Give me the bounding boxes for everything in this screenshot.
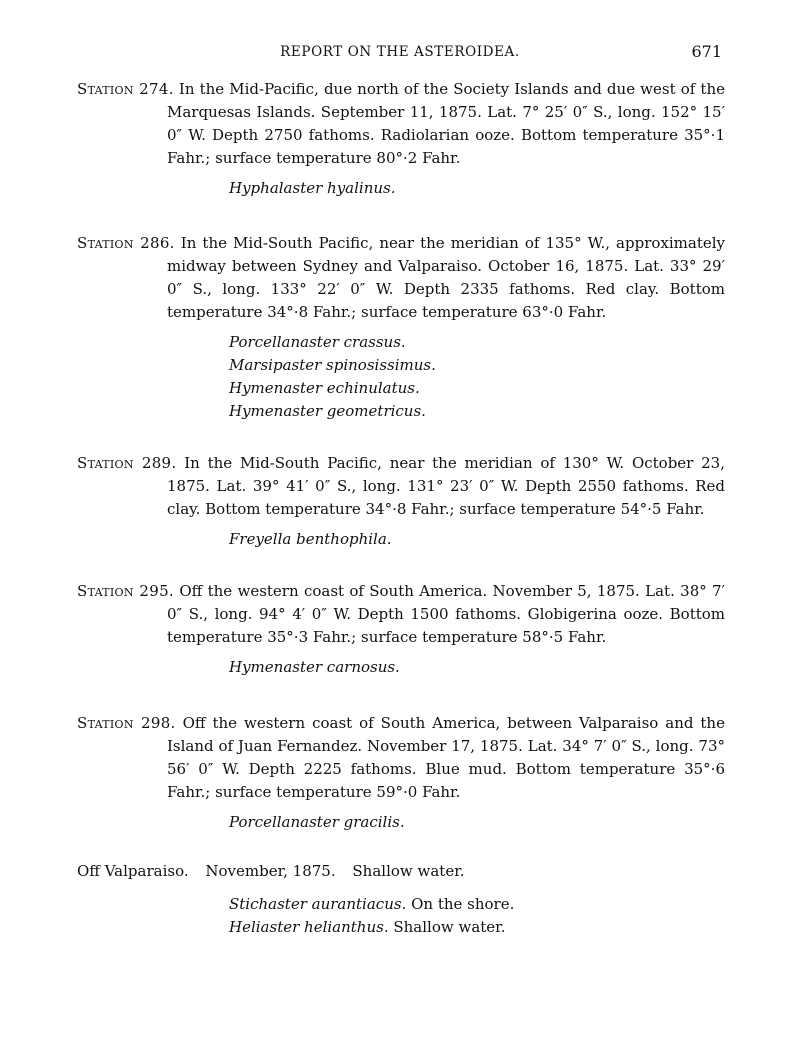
species-name: Marsipaster spinosissimus. — [229, 356, 436, 374]
species-list — [229, 177, 800, 200]
station-description — [77, 580, 725, 649]
species-name: Hymenaster carnosus. — [229, 658, 400, 676]
station-label: Station 295. — [77, 582, 174, 600]
species-list — [229, 331, 800, 423]
page-header — [0, 44, 800, 64]
station-text: Off the western coast of South America. November 5, 1875. Lat. 38° 7′ 0″ S., long. 94° 4′ 0″ W. Depth 1500 fathoms. Globigerina ooze. Bottom temperature 35°·3 Fahr.; surface temperature 58°·5 Fahr. — [167, 582, 725, 646]
page-number: 671 — [691, 42, 722, 61]
station-label: Station 274. — [77, 80, 174, 98]
off-valparaiso-species-list — [229, 893, 514, 939]
species-name: Heliaster helianthus. — [229, 918, 389, 936]
station-entry-274 — [0, 78, 800, 200]
species-name: Freyella benthophila. — [229, 530, 392, 548]
station-label: Station 298. — [77, 714, 176, 732]
station-description — [77, 712, 725, 804]
station-entry-286 — [0, 232, 800, 423]
running-title: REPORT ON THE ASTEROIDEA. — [280, 44, 520, 60]
station-label: Station 286. — [77, 234, 175, 252]
station-text: In the Mid-Pacific, due north of the Society Islands and due west of the Marquesas Islands. September 11, 1875. Lat. 7° 25′ 0″ S., long. 152° 15′ 0″ W. Depth 2750 fathoms. Radiolarian ooze. Bottom temperature 35°·1 Fahr.; surface temperature 80°·2 Fahr. — [167, 80, 725, 167]
species-name: Hymenaster echinulatus. — [229, 379, 420, 397]
station-text: Off the western coast of South America, between Valparaiso and the Island of Juan Fernandez. November 17, 1875. Lat. 34° 7′ 0″ S., long. 73° 56′ 0″ W. Depth 2225 fathoms. Blue mud. Bottom temperature 35°·6 Fahr.; surface temperature 59°·0 Fahr. — [167, 714, 725, 801]
species-note: On the shore. — [411, 895, 515, 913]
station-entry-295 — [0, 580, 800, 679]
station-description — [77, 232, 725, 324]
species-list — [229, 656, 800, 679]
off-valparaiso-depth: Shallow water. — [352, 862, 465, 880]
species-name: Porcellanaster gracilis. — [229, 813, 405, 831]
species-row — [229, 916, 514, 939]
station-entry-289 — [0, 452, 800, 551]
species-note: Shallow water. — [393, 918, 506, 936]
species-name: Stichaster aurantiacus. — [229, 895, 407, 913]
species-row — [229, 893, 514, 916]
station-text: In the Mid-South Pacific, near the meridian of 135° W., approximately midway between Sydney and Valparaiso. October 16, 1875. Lat. 33° 29′ 0″ S., long. 133° 22′ 0″ W. Depth 2335 fathoms. Red clay. Bottom temperature 34°·8 Fahr.; surface temperature 63°·0 Fahr. — [167, 234, 725, 321]
off-valparaiso-entry — [77, 860, 464, 883]
species-name: Hyphalaster hyalinus. — [229, 179, 396, 197]
species-name: Porcellanaster crassus. — [229, 333, 406, 351]
species-name: Hymenaster geometricus. — [229, 402, 426, 420]
off-valparaiso-label: Off Valparaiso. — [77, 862, 189, 880]
station-text: In the Mid-South Pacific, near the meridian of 130° W. October 23, 1875. Lat. 39° 41′ 0″ S., long. 131° 23′ 0″ W. Depth 2550 fathoms. Red clay. Bottom temperature 34°·8 Fahr.; surface temperature 54°·5 Fahr. — [167, 454, 725, 518]
off-valparaiso-date: November, 1875. — [205, 862, 336, 880]
species-list — [229, 811, 800, 834]
station-description — [77, 78, 725, 170]
station-description — [77, 452, 725, 521]
station-entry-298 — [0, 712, 800, 834]
station-label: Station 289. — [77, 454, 177, 472]
species-list — [229, 528, 800, 551]
